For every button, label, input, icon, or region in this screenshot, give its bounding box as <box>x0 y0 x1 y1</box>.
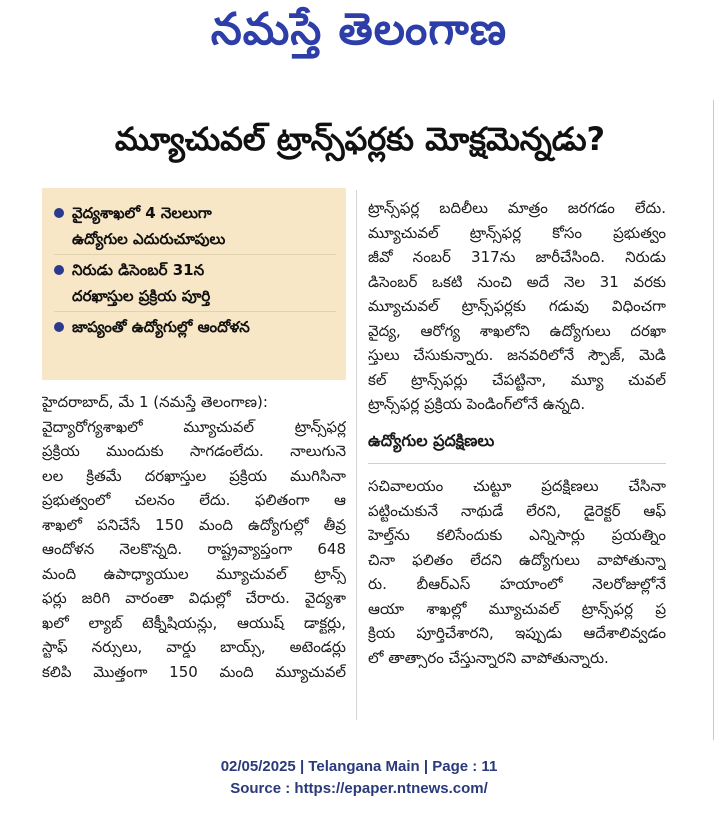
highlight-line: దరఖాస్తుల ప్రక్రియ పూర్తి <box>72 287 211 305</box>
bullet-icon <box>54 208 64 218</box>
text-line: జీవో నంబర్ 317ను జారీచేసింది. నిరుడు <box>368 248 666 266</box>
masthead-logo: నమస్తే తెలంగాణ <box>210 4 508 55</box>
highlights-box <box>42 188 346 380</box>
text-line: ఫర్లు జరిగి వారంతా విధుల్లో చేరారు. వైద్యశా <box>42 589 346 607</box>
highlight-line: జాప్యంతో ఉద్యోగుల్లో ఆందోళన <box>72 318 250 336</box>
highlight-item <box>54 198 336 255</box>
text-line: సచివాలయం చుట్టూ ప్రదక్షిణలు చేసినా <box>368 477 666 495</box>
text-line: ట్రాన్స్‌ఫర్ల ప్రక్రియ పెండింగ్‌లోనే ఉన్నది. <box>368 395 586 413</box>
column-divider <box>356 190 357 720</box>
text-line: ప్రభుత్వంలో చలనం లేదు. ఫలితంగా ఆ <box>42 491 346 509</box>
text-line: కలిపి మొత్తంగా 150 మంది మ్యూచువల్ <box>42 662 346 681</box>
left-column <box>42 390 346 684</box>
text-line: మంది ఉపాధ్యాయుల మ్యూచువల్ ట్రాన్స్ <box>42 564 346 583</box>
page-footer <box>0 756 718 800</box>
text-line: శాఖలో పనిచేసే 150 మంది ఉద్యోగుల్లో తీవ్ర <box>42 515 346 534</box>
text-line: పట్టించుకునే నాథుడే లేరని, డైరెక్టర్ ఆఫ్ <box>368 501 666 520</box>
bullet-icon <box>54 322 64 332</box>
source-link[interactable]: Source : https://epaper.ntnews.com/ <box>230 780 488 797</box>
text-line: ఖలో ల్యాబ్ టెక్నీషియన్లు, ఆయుష్ డాక్టర్లు, <box>42 613 346 632</box>
text-line: కల్ ట్రాన్స్‌ఫర్లు చేపట్టినా, మ్యూ చువల్ <box>368 370 666 389</box>
text-line: ఆందోళన నెలకొన్నది. రాష్ట్రవ్యాప్తంగా 648 <box>42 540 346 558</box>
text-line: మ్యూచువల్ ట్రాన్స్‌ఫర్లకు గడువు విధించగా <box>368 297 666 315</box>
edition-info: 02/05/2025 | Telangana Main | Page : 11 <box>220 758 498 775</box>
text-line: చినా ఫలితం లేదని ఉద్యోగులు వాపోతున్నా <box>368 550 666 569</box>
section-subheading: ఉద్యోగుల ప్రదక్షిణలు <box>368 430 495 450</box>
page-edge-rule <box>713 100 714 740</box>
text-line: స్తులు చేసుకున్నారు. జనవరిలోనే స్పౌజ్, మెడి <box>368 346 666 364</box>
text-line: లల క్రితమే దరఖాస్తుల ప్రక్రియ ముగిసినా <box>42 466 346 485</box>
text-line: హైదరాబాద్, మే 1 (నమస్తే తెలంగాణ): <box>42 393 268 411</box>
highlight-item <box>54 312 336 342</box>
text-line: ట్రాన్స్‌ఫర్ల బదిలీలు మాత్రం జరగడం లేదు. <box>368 199 666 217</box>
text-line: క్రియ పూర్తిచేశారని, ఇప్పుడు ఆదేశాలివ్వడం <box>368 624 666 642</box>
bullet-icon <box>54 265 64 275</box>
highlight-line: నిరుడు డిసెంబర్ 31న <box>72 261 205 279</box>
highlight-item <box>54 255 336 312</box>
text-line: వైద్య, ఆరోగ్య శాఖలోని ఉద్యోగులు దరఖా <box>368 321 666 340</box>
highlight-line: వైద్యశాఖలో 4 నెలలుగా <box>72 204 212 222</box>
text-line: డిసెంబర్ ఒకటి నుంచి అదే నెల 31 వరకు <box>368 272 666 291</box>
subheading-rule <box>368 463 666 464</box>
right-column <box>368 196 666 670</box>
highlight-line: ఉద్యోగుల ఎదురుచూపులు <box>72 230 226 248</box>
text-line: ఆయా శాఖల్లో మ్యూచువల్ ట్రాన్స్‌ఫర్ల ప్ర <box>368 599 666 618</box>
text-line: హెల్త్‌ను కలిసేందుకు ఎన్నిసార్లు ప్రయత్నిం <box>368 526 666 544</box>
text-line: స్టాఫ్ నర్సులు, వార్డు బాయ్స్, అటెండర్లు <box>42 638 346 656</box>
text-line: మ్యూచువల్ ట్రాన్స్‌ఫర్ల కోసం ప్రభుత్వం <box>368 223 666 242</box>
text-line: రు. బీఆర్ఎస్ హయాంలో నెలరోజుల్లోనే <box>368 575 666 593</box>
article-headline: మ్యూచువల్ ట్రాన్స్‌ఫర్లకు మోక్షమెన్నడు? <box>114 120 606 158</box>
text-line: వైద్యారోగ్యశాఖలో మ్యూచువల్ ట్రాన్స్‌ఫర్ల <box>42 417 346 436</box>
text-line: లో తాత్సారం చేస్తున్నారని వాపోతున్నారు. <box>368 648 609 667</box>
text-line: ప్రక్రియ ముందుకు సాగడంలేదు. నాలుగునె <box>42 442 346 460</box>
